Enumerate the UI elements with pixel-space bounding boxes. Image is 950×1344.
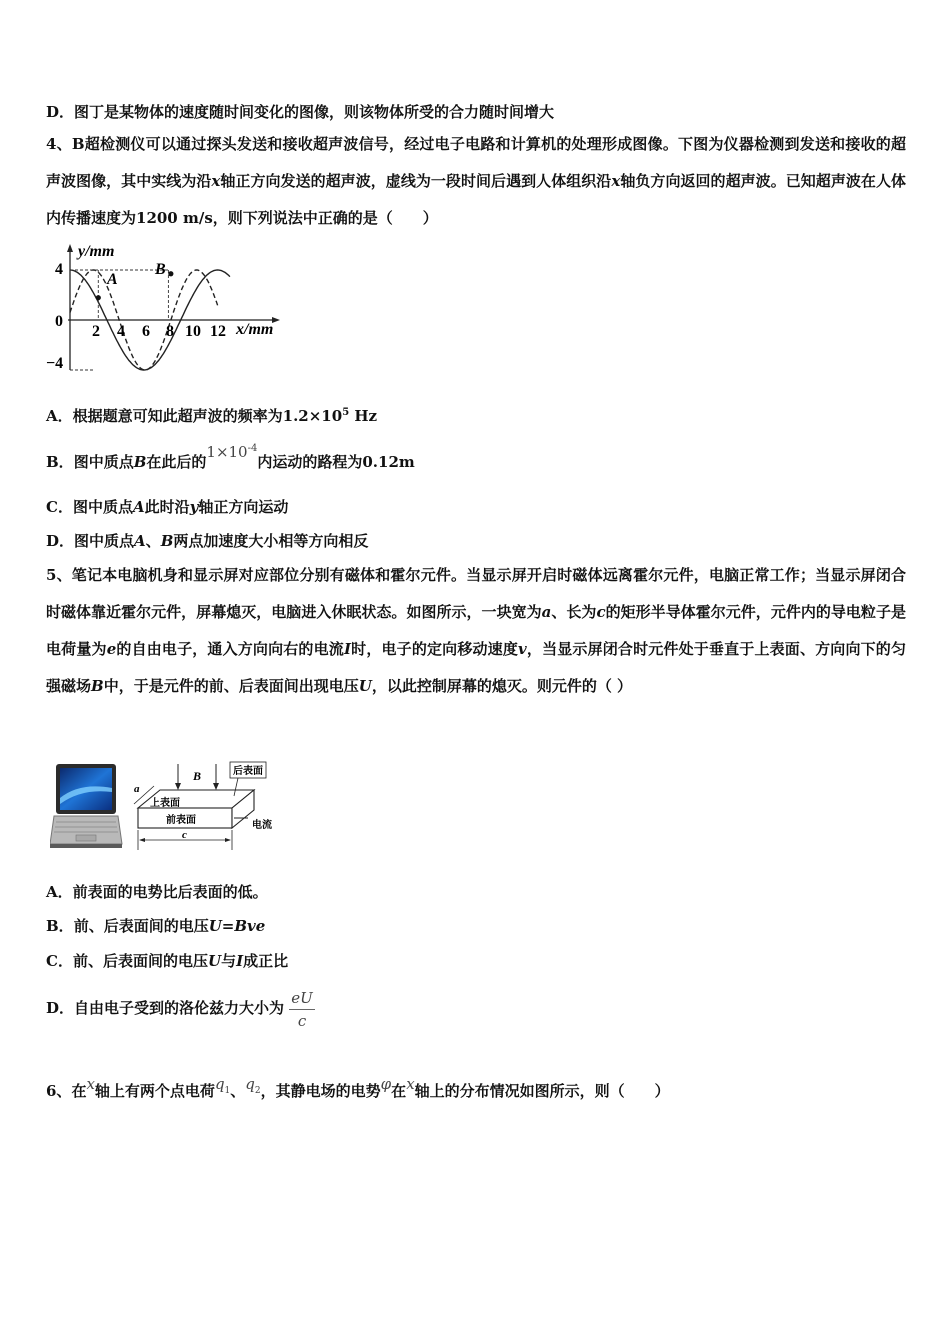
var-b: B xyxy=(91,677,104,695)
stem-text: 的矩形半导体霍尔元件，元件内的导电粒子是电荷量为 xyxy=(46,603,906,658)
var-x: x xyxy=(211,172,221,190)
label-front-surface: 前表面 xyxy=(166,815,196,826)
math-base: 1×10 xyxy=(206,443,248,461)
option-text: 图中质点 xyxy=(72,498,133,516)
y-axis-label: y/mm xyxy=(78,243,115,260)
q4-option-c xyxy=(46,496,288,518)
question-number: 5、 xyxy=(46,566,72,584)
q3-option-d xyxy=(46,102,554,122)
var-phi: φ xyxy=(380,1075,392,1093)
point-b-dot xyxy=(168,271,173,276)
var-b: B xyxy=(160,532,174,550)
y-tick-neg4: −4 xyxy=(46,355,64,372)
stem-text: 轴上有两个点电荷 xyxy=(94,1082,215,1100)
option-text: 在此后的 xyxy=(146,453,207,471)
label-top-surface: 上表面 xyxy=(150,798,180,809)
stem-text: 在 xyxy=(71,1082,87,1100)
option-label: C． xyxy=(46,498,73,516)
charge-base: q xyxy=(245,1075,255,1093)
math-exponent: -4 xyxy=(247,443,258,454)
fraction xyxy=(289,987,315,1032)
var-x: x xyxy=(86,1075,95,1093)
option-text: 图中质点 xyxy=(73,453,134,471)
charge-base: q xyxy=(214,1075,225,1093)
stem-text: 中，于是元件的前、后表面间出现电压 xyxy=(103,677,359,695)
stem-text: 笔记本电脑机身和显示屏对应部位分别有磁体和霍尔元件。当显示屏开启时磁体远离霍尔元件，电脑正常工作；当显示屏闭合时磁体靠近霍尔元件，屏幕熄灭，电脑进入休眠状态。如图所示，一块宽为 xyxy=(46,566,906,621)
label-a: a xyxy=(134,783,140,795)
var-a: A xyxy=(134,532,146,550)
question-number: 6、 xyxy=(46,1082,72,1100)
stem-text: 的自由电子，通入方向向右的电流 xyxy=(116,640,344,658)
option-text: 自由电子受到的洛伦兹力大小为 xyxy=(74,999,285,1017)
option-text: 两点加速度大小相等方向相反 xyxy=(173,532,369,550)
y-axis-arrow xyxy=(67,244,73,252)
var-u: U xyxy=(207,952,222,970)
stem-text: ，当显示屏闭合时元件处于垂直于上表面、方向向下的匀强磁场 xyxy=(46,640,906,695)
stem-text: B超检测仪可以通过探头发送和接收超声波信号，经过电子电路和计算机的处理形成图像。下图为仪器检测到发送和接收的超声波图像，其中实线为沿 xyxy=(46,135,907,190)
option-label: D． xyxy=(46,532,75,550)
charge-q2 xyxy=(245,1075,261,1096)
point-b-label: B xyxy=(155,261,166,278)
x-tick-8: 8 xyxy=(166,323,174,340)
charge-subscript: 1 xyxy=(224,1086,231,1096)
stem-text: 轴上的分布情况如图所示，则（ ） xyxy=(414,1082,670,1100)
math-time xyxy=(206,443,257,461)
point-a-dot xyxy=(96,295,101,300)
q5-stem xyxy=(46,557,906,705)
x-tick-2: 2 xyxy=(92,323,100,340)
var-x: x xyxy=(611,172,621,190)
y-tick-4: 4 xyxy=(55,261,63,278)
option-label: C． xyxy=(46,952,73,970)
label-b: B xyxy=(193,769,202,783)
q4-option-d xyxy=(46,530,368,552)
option-text: 前表面的电势比后表面的低。 xyxy=(72,883,268,901)
var-y: y xyxy=(189,498,199,516)
var-x: x xyxy=(406,1075,415,1093)
x-tick-4: 4 xyxy=(117,323,125,340)
charge-q1 xyxy=(214,1075,231,1096)
option-text: 根据题意可知此超声波的频率为1.2×10 xyxy=(72,407,343,425)
option-label: D． xyxy=(46,103,75,121)
stem-text: 、长为 xyxy=(551,603,597,621)
option-text: 前、后表面间的电压 xyxy=(72,952,208,970)
var-v: v xyxy=(518,640,527,658)
unit: Hz xyxy=(349,407,378,425)
wave-graph xyxy=(44,240,304,376)
option-text: 此时沿 xyxy=(144,498,190,516)
stem-text: ，以此控制屏幕的熄灭。则元件的（ ） xyxy=(371,677,633,695)
q4-stem xyxy=(46,126,906,237)
option-text: 轴正方向运动 xyxy=(198,498,289,516)
option-text: 与 xyxy=(221,952,237,970)
stem-text: 轴正方向发送的超声波，虚线为一段时间后遇到人体组织沿 xyxy=(220,172,612,190)
option-label: B． xyxy=(46,917,74,935)
x-axis-label: x/mm xyxy=(236,321,274,338)
var-e: e xyxy=(106,640,117,658)
option-text: 前、后表面间的电压 xyxy=(73,917,209,935)
separator: 、 xyxy=(145,532,161,550)
q6-stem xyxy=(46,1075,670,1111)
x-tick-6: 6 xyxy=(142,323,150,340)
q5-option-b xyxy=(46,915,265,937)
option-label: A． xyxy=(46,883,73,901)
label-back-surface: 后表面 xyxy=(233,766,263,777)
laptop-icon xyxy=(50,762,124,852)
y-tick-0: 0 xyxy=(55,313,63,330)
option-label: A． xyxy=(46,407,73,425)
separator: 、 xyxy=(230,1082,246,1100)
q5-option-c xyxy=(46,950,288,972)
point-a-label: A xyxy=(107,271,118,288)
var-i: I xyxy=(343,640,351,658)
option-label: B． xyxy=(46,453,74,471)
q4-option-b xyxy=(46,442,415,479)
fraction-denominator: c xyxy=(297,1011,307,1030)
option-text: 图中质点 xyxy=(74,532,135,550)
stem-text: 时，电子的定向移动速度 xyxy=(350,640,519,658)
charge-subscript: 2 xyxy=(254,1086,261,1096)
q5-option-d xyxy=(46,986,315,1032)
option-text: 内运动的路程为0.12m xyxy=(257,453,415,471)
stem-text: ，其静电场的电势 xyxy=(260,1082,381,1100)
exponent: 5 xyxy=(342,407,350,418)
equation: U=Bve xyxy=(208,917,266,935)
label-current: 电流 xyxy=(252,820,272,831)
stem-text: 轴负方向返回的超声波。已知超声波在人体内传播速度为1200 m/s，则下列说法中正确的是（ ） xyxy=(46,172,906,227)
x-tick-10: 10 xyxy=(185,323,201,340)
hall-element-figure xyxy=(130,758,280,854)
var-c: c xyxy=(596,603,606,621)
var-a: A xyxy=(132,498,145,516)
q4-option-a xyxy=(46,402,377,427)
stem-text: 在 xyxy=(391,1082,407,1100)
label-c: c xyxy=(182,829,187,841)
question-number: 4、 xyxy=(46,135,72,153)
var-a: a xyxy=(541,603,552,621)
option-label: D． xyxy=(46,999,75,1017)
var-u: U xyxy=(358,677,372,695)
var-b: B xyxy=(133,453,147,471)
var-i: I xyxy=(236,952,244,970)
option-text: 成正比 xyxy=(243,952,289,970)
option-text: 图丁是某物体的速度随时间变化的图像，则该物体所受的合力随时间增大 xyxy=(74,103,555,121)
fraction-numerator: eU xyxy=(289,987,315,1010)
x-tick-12: 12 xyxy=(210,323,226,340)
q5-option-a xyxy=(46,881,268,903)
